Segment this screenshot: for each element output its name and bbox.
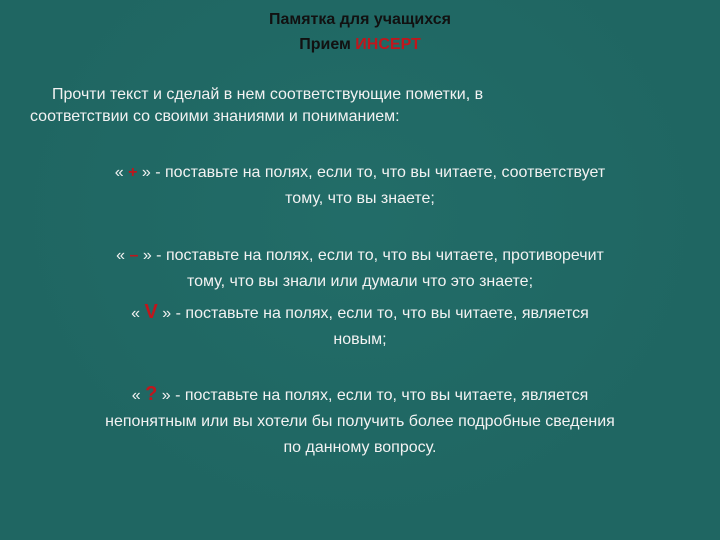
page-subtitle <box>0 36 720 54</box>
item-text: » - поставьте на полях, если то, что вы читаете, противоречит <box>138 247 604 264</box>
item-line-1 <box>20 243 700 269</box>
quote-open: « <box>131 305 145 322</box>
check-mark: V <box>144 301 158 323</box>
intro-line-2: соответствии со своими знаниями и пониманием: <box>30 108 400 125</box>
quote-open: « <box>116 247 130 264</box>
item-line-1 <box>20 381 700 409</box>
list-item <box>20 243 700 295</box>
subtitle-accent: ИНСЕРТ <box>355 36 421 53</box>
list-item <box>20 160 700 212</box>
item-text: » - поставьте на полях, если то, что вы читаете, является <box>157 387 589 404</box>
item-text: » - поставьте на полях, если то, что вы читаете, является <box>157 305 589 322</box>
intro-text <box>30 84 650 128</box>
subtitle-prefix: Прием <box>299 36 356 53</box>
item-line-2: тому, что вы знаете; <box>285 190 435 207</box>
item-text: » - поставьте на полях, если то, что вы читаете, соответствует <box>137 164 606 181</box>
item-line-2: тому, что вы знали или думали что это знаете; <box>186 273 534 290</box>
item-line-1 <box>20 299 700 327</box>
list-item <box>20 381 700 461</box>
intro-line-1: Прочти текст и сделай в нем соответствующие пометки, в <box>52 86 484 103</box>
quote-open: « <box>114 164 129 181</box>
quote-open: « <box>131 387 146 404</box>
item-line-2: новым; <box>333 331 387 348</box>
list-item <box>20 299 700 353</box>
page-title: Памятка для учащихся <box>268 11 451 28</box>
minus-mark: – <box>129 247 139 264</box>
question-mark: ? <box>145 383 158 405</box>
item-line-1 <box>20 160 700 186</box>
plus-mark: + <box>128 164 138 181</box>
item-line-3: по данному вопросу. <box>283 439 437 456</box>
item-line-2: непонятным или вы хотели бы получить более подробные сведения <box>105 413 615 430</box>
